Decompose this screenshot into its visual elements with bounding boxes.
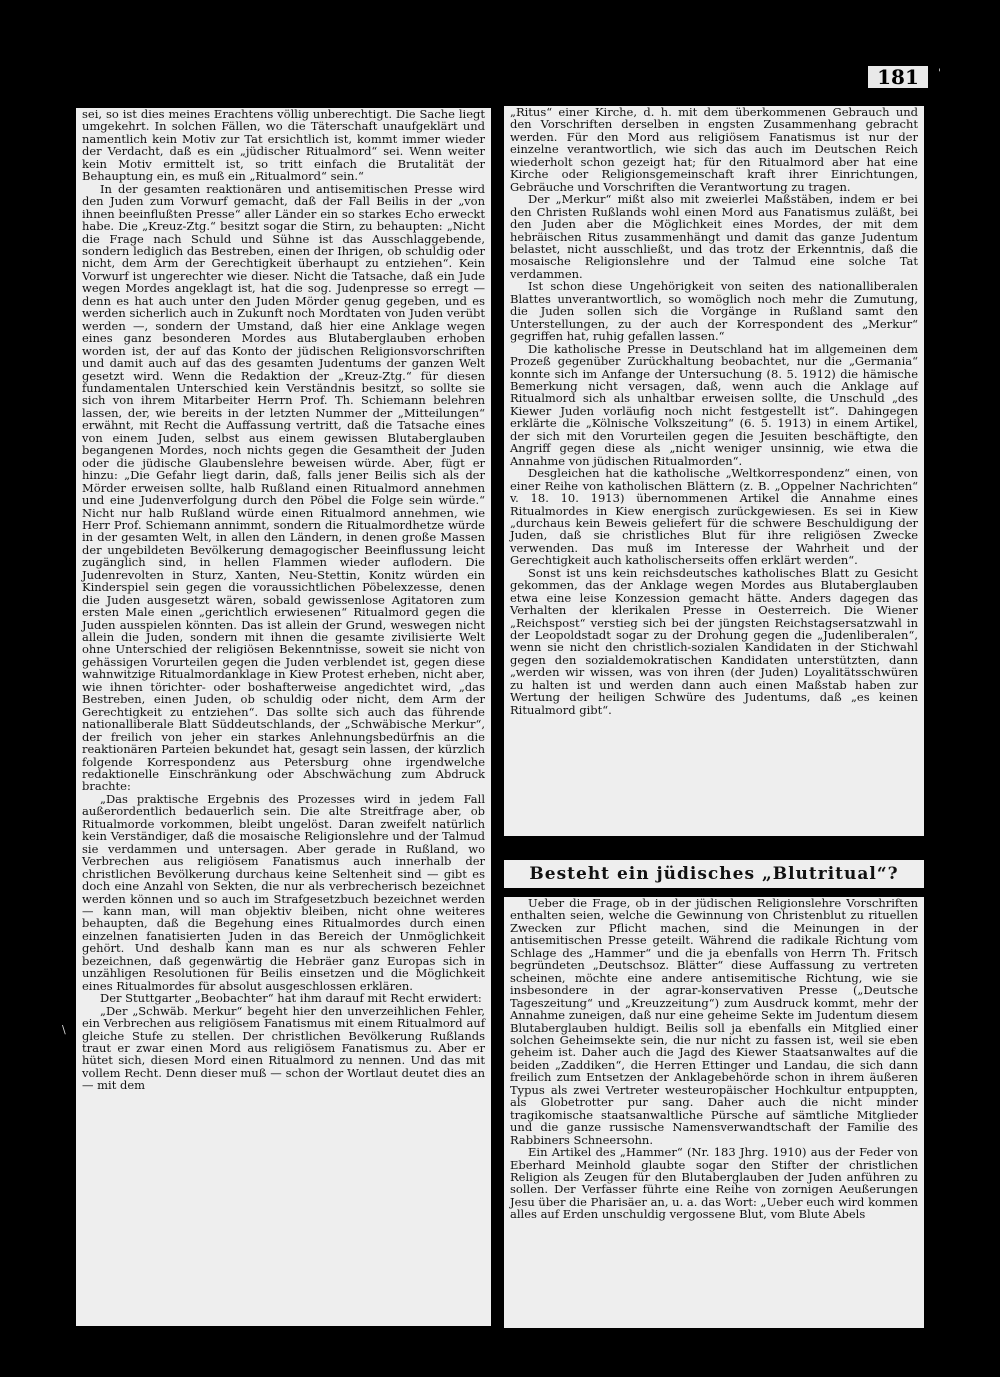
paragraph: sei, so ist dies meines Erachtens völlig unberechtigt. Die Sache liegt umgekehrt. In solchen Fällen, wo die Täterschaft unaufgeklärt und namentlich kein Motiv zur Tat ersichtlich ist, kommt immer wieder der Verdacht, daß es ein „jüdischer Ritualmord“ sei. Wenn weiter kein Motiv ermittelt ist, so tritt einfach die Brutalität der Behauptung ein, es muß ein „Ritualmord“ sein.“ (82, 108, 485, 184)
paragraph: Der Stuttgarter „Beobachter“ hat ihm darauf mit Recht erwidert: (100, 991, 482, 1006)
paragraph: Ist schon diese Ungehörigkeit von seiten des nationalliberalen Blattes unverantwortlich, so womöglich noch mehr die Zumutung, die Juden sollen sich die Vorgänge in Rußland samt den Unterstellungen, zu der auch der Korrespondent des „Merkur“ gegriffen hat, ruhig gefallen lassen.“ (510, 279, 918, 344)
paragraph: In der gesamten reaktionären und antisemitischen Presse wird den Juden zum Vorwurf gemacht, daß der Fall Beilis in der „von ihnen beeinflußten Presse“ aller Länder ein so starkes Echo erweckt habe. Die „Kreuz-Ztg.“ besitzt sogar die Stirn, zu behaupten: „Nicht die Frage nach Schuld und Sühne ist das Ausschlaggebende, sondern lediglich das Bestreben, einen der Ihrigen, ob schuldig oder nicht, dem Arm der Gerechtigkeit überhaupt zu entziehen“. Kein Vorwurf ist ungerechter wie dieser. Nicht die Tatsache, daß ein Jude wegen Mordes angeklagt ist, hat die sog. Judenpresse so erregt — denn es hat auch unter den Juden Mörder genug gegeben, und es werden sicherlich auch in Zukunft noch Mordtaten von Juden verübt werden —, sondern der Umstand, daß hier eine Anklage wegen eines ganz besonderen Mordes aus Blutaberglauben erhoben worden ist, der auf das Konto der jüdischen Religionsvorschriften und damit auch auf das des gesamten Judentums der ganzen Welt gesetzt wird. Wenn die Redaktion der „Kreuz-Ztg.“ für diesen fundamentalen Unterschied kein Verständnis besitzt, so sollte sie sich von ihrem Mitarbeiter Herrn Prof. Th. Schiemann belehren lassen, der, wie bereits in der letzten Nummer der „Mitteilungen“ erwähnt, mit Recht die Auffassung vertritt, daß die Tatsache eines von einem Juden, selbst aus einem gewissen Blutaberglauben begangenen Mordes, noch nichts gegen die Gesamtheit der Juden oder die jüdische Glaubenslehre beweisen würde. Aber, fügt er hinzu: „Die Gefahr liegt darin, daß, falls jener Beilis sich als der Mörder erweisen sollte, halb Rußland einen Ritualmord annehmen und eine Judenverfolgung durch den Pöbel die Folge sein würde.“ Nicht nur halb Rußland würde einen Ritualmord annehmen, wie Herr Prof. Schiemann annimmt, sondern die Ritualmordhetze würde in der gesamten Welt, in allen den Ländern, in denen große Massen der ungebildeten Bevölkerung demagogischer Beeinflussung leicht zugänglich sind, in hellen Flammen wieder auflodern. Die Judenrevolten in Sturz, Xanten, Neu-Stettin, Konitz würden ein Kinderspiel sein gegen die voraussichtlichen Pöbelexzesse, denen die Juden ausgesetzt wären, sobald gewissenlose Agitatoren zum ersten Male einen „gerichtlich erwiesenen“ Ritualmord gegen die Juden ausspielen könnten. Das ist allein der Grund, weswegen nicht allein die Juden, sondern mit ihnen die gesamte zivilisierte Welt ohne Unterschied der religiösen Bekenntnisse, soweit sie nicht von gehässigen Vorurteilen gegen die Juden verblendet ist, gegen diese wahnwitzige Ritualmordanklage in Kiew Protest erheben, nicht aber, wie ihnen törichter- oder boshafterweise angedichtet wird, „das Bestreben, einen Juden, ob schuldig oder nicht, dem Arm der Gerechtigkeit zu entziehen“. Das sollte sich auch das führende nationalliberale Blatt Süddeutschlands, der „Schwäbische Merkur“, der freilich von jeher ein starkes Anlehnungsbedürfnis an die reaktionären Parteien bekundet hat, gesagt sein lassen, der kürzlich folgende Korrespondenz aus Petersburg ohne irgendwelche redaktionelle Einschränkung oder Abschwächung zum Abdruck brachte: (82, 181, 485, 794)
paragraph: „Der „Schwäb. Merkur“ begeht hier den unverzeihlichen Fehler, ein Verbrechen aus religiösem Fanatismus mit einem Ritualmord auf gleiche Stufe zu stellen. Der christlichen Bevölkerung Rußlands traut er zwar einen Mord aus religiösem Fanatismus zu. Aber er hütet sich, diesen Mord einen Ritualmord zu nennen. Und das mit vollem Recht. Denn dieser muß — schon der Wortlaut deutet dies an — mit dem (82, 1003, 485, 1093)
paragraph: Der „Merkur“ mißt also mit zweierlei Maßstäben, indem er bei den Christen Rußlands wohl einen Mord aus Fanatismus zuläßt, bei den Juden aber die Möglichkeit eines Mordes, der mit dem hebräischen Ritus zusammenhängt und damit das ganze Judentum belastet, nicht ausschließt, und das trotz der Erkenntnis, daß die mosaische Religionslehre und der Talmud eine solche Tat verdammen. (510, 192, 918, 281)
print-mark: ' (938, 68, 941, 79)
section-heading: Besteht ein jüdisches „Blutritual“? (504, 860, 924, 888)
right-column-top (504, 106, 924, 836)
paragraph: Sonst ist uns kein reichsdeutsches katholisches Blatt zu Gesicht gekommen, das der Anklage wegen Mordes aus Blutaberglauben etwa eine leise Konzession gemacht hätte. Anders dagegen das Verhalten der klerikalen Presse in Oesterreich. Die Wiener „Reichspost“ verstieg sich bei der jüngsten Reichstagsersatzwahl in der Leopoldstadt sogar zu der Drohung gegen die „Judenliberalen“, wenn sie nicht den christlich-sozialen Kandidaten in der Stichwahl gegen den sozialdemokratischen Kandidaten unterstützten, dann „werden wir wissen, was von ihren (der Juden) Loyalitätsschwüren zu halten ist und werden dann auch einen Maßstab haben zur Wertung der heiligen Schwüre des Judentums, daß „es keinen Ritualmord gibt“. (510, 565, 918, 717)
right-column-bottom (504, 897, 924, 1328)
paragraph: „Das praktische Ergebnis des Prozesses wird in jedem Fall außerordentlich bedauerlich sein. Die alte Streitfrage aber, ob Ritualmorde vorkommen, bleibt ungelöst. Daran zweifelt natürlich kein Verständiger, daß die mosaische Religionslehre und der Talmud sie verdammen und untersagen. Aber gerade in Rußland, wo Verbrechen aus religiösem Fanatismus auch innerhalb der christlichen Bevölkerung durchaus keine Seltenheit sind — gibt es doch eine Anzahl von Sekten, die nur als verbrecherisch bezeichnet werden können und so auch im Strafgesetzbuch bezeichnet werden — kann man, will man objektiv bleiben, nicht ohne weiteres behaupten, daß die Begehung eines Ritualmordes durch einen einzelnen fanatisierten Juden in das Bereich der Unmöglichkeit gehört. Und deshalb kann man es nur als schweren Fehler bezeichnen, daß gegenwärtig die Hebräer ganz Europas sich in unzähligen Resolutionen für Beilis einsetzen und die Möglichkeit eines Ritualmordes für absolut ausgeschlossen erklären. (82, 791, 485, 993)
paragraph: Ueber die Frage, ob in der jüdischen Religionslehre Vorschriften enthalten seien, welche die Gewinnung von Christenblut zu rituellen Zwecken zur Pflicht machen, sind die Meinungen in der antisemitischen Presse geteilt. Während die radikale Richtung vom Schlage des „Hammer“ und die ja ebenfalls von Herrn Th. Fritsch begründeten „Deutschsoz. Blätter“ diese Auffassung zu vertreten scheinen, möchte eine andere antisemitische Richtung, wie sie insbesondere in der agrar-konservativen Presse („Deutsche Tageszeitung“ und „Kreuzzeitung“) zum Ausdruck kommt, mehr der Annahme zuneigen, daß nur eine geheime Sekte im Judentum diesem Blutaberglauben huldigt. Beilis soll ja ebenfalls ein Mitglied einer solchen Geheimsekte sein, die nur nicht zu fassen ist, weil sie eben geheim ist. Daher auch die Jagd des Kiewer Staatsanwaltes auf die beiden „Zaddiken“, die Herren Ettinger und Landau, die sich dann freilich zum Entsetzen der Anklagebehörde schon in ihrem äußeren Typus als zwei Vertreter westeuropäischer Hochkultur entpuppten, als Globetrotter pur sang. Daher auch die nicht minder tragikomische staatsanwaltliche Pürsche auf sämtliche Mitglieder und die ganze russische Namensverwandtschaft der Familie des Rabbiners Schneersohn. (510, 897, 918, 1147)
paragraph: Die katholische Presse in Deutschland hat im allgemeinen dem Prozeß gegenüber Zurückhaltung beobachtet, nur die „Germania“ konnte sich im Anfange der Untersuchung (8. 5. 1912) die hämische Bemerkung nicht versagen, daß, wenn auch die Anklage auf Ritualmord sich als unhaltbar erweisen sollte, die Unschuld „des Kiewer Juden vorläufig noch nicht festgestellt ist“. Dahingegen erklärte die „Kölnische Volkszeitung“ (6. 5. 1913) in einem Artikel, der sich mit den Vorurteilen gegen die Jesuiten beschäftigte, den Angriff gegen diese als „nicht weniger unsinnig, wie etwa die Annahme von jüdischen Ritualmorden“. (510, 341, 918, 468)
page-number: 181 (868, 66, 928, 88)
margin-mark: \ (62, 1023, 66, 1036)
paragraph: Desgleichen hat die katholische „Weltkorrespondenz“ einen, von einer Reihe von katholischen Blättern (z. B. „Oppelner Nachrichten“ v. 18. 10. 1913) übernommenen Artikel die Annahme eines Ritualmordes in Kiew energisch zurückgewiesen. Es sei in Kiew „durchaus kein Beweis geliefert für die schwere Beschuldigung der Juden, daß sie christliches Blut für ihre religiösen Zwecke verwenden. Das muß im Interesse der Wahrheit und der Gerechtigkeit auch katholischerseits offen erklärt werden“. (510, 466, 918, 568)
paragraph: Ein Artikel des „Hammer“ (Nr. 183 Jhrg. 1910) aus der Feder von Eberhard Meinhold glaubte sogar den Stifter der christlichen Religion als Zeugen für den Blutaberglauben der Juden anführen zu sollen. Der Verfasser führte eine Reihe von zornigen Aeußerungen Jesu über die Pharisäer an, u. a. das Wort: „Ueber euch wird kommen alles auf Erden unschuldig vergossene Blut, vom Blute Abels (510, 1145, 918, 1222)
left-column (76, 108, 491, 1326)
paragraph: „Ritus“ einer Kirche, d. h. mit dem überkommenen Gebrauch und den Vorschriften derselben in engsten Zusammenhang gebracht werden. Für den Mord aus religiösem Fanatismus ist nur der einzelne verantwortlich, wie sich das auch im Deutschen Reich wiederholt schon gezeigt hat; für den Ritualmord aber hat eine Kirche oder Religionsgemeinschaft kraft ihrer Einrichtungen, Gebräuche und Vorschriften die Verantwortung zu tragen. (510, 106, 918, 194)
